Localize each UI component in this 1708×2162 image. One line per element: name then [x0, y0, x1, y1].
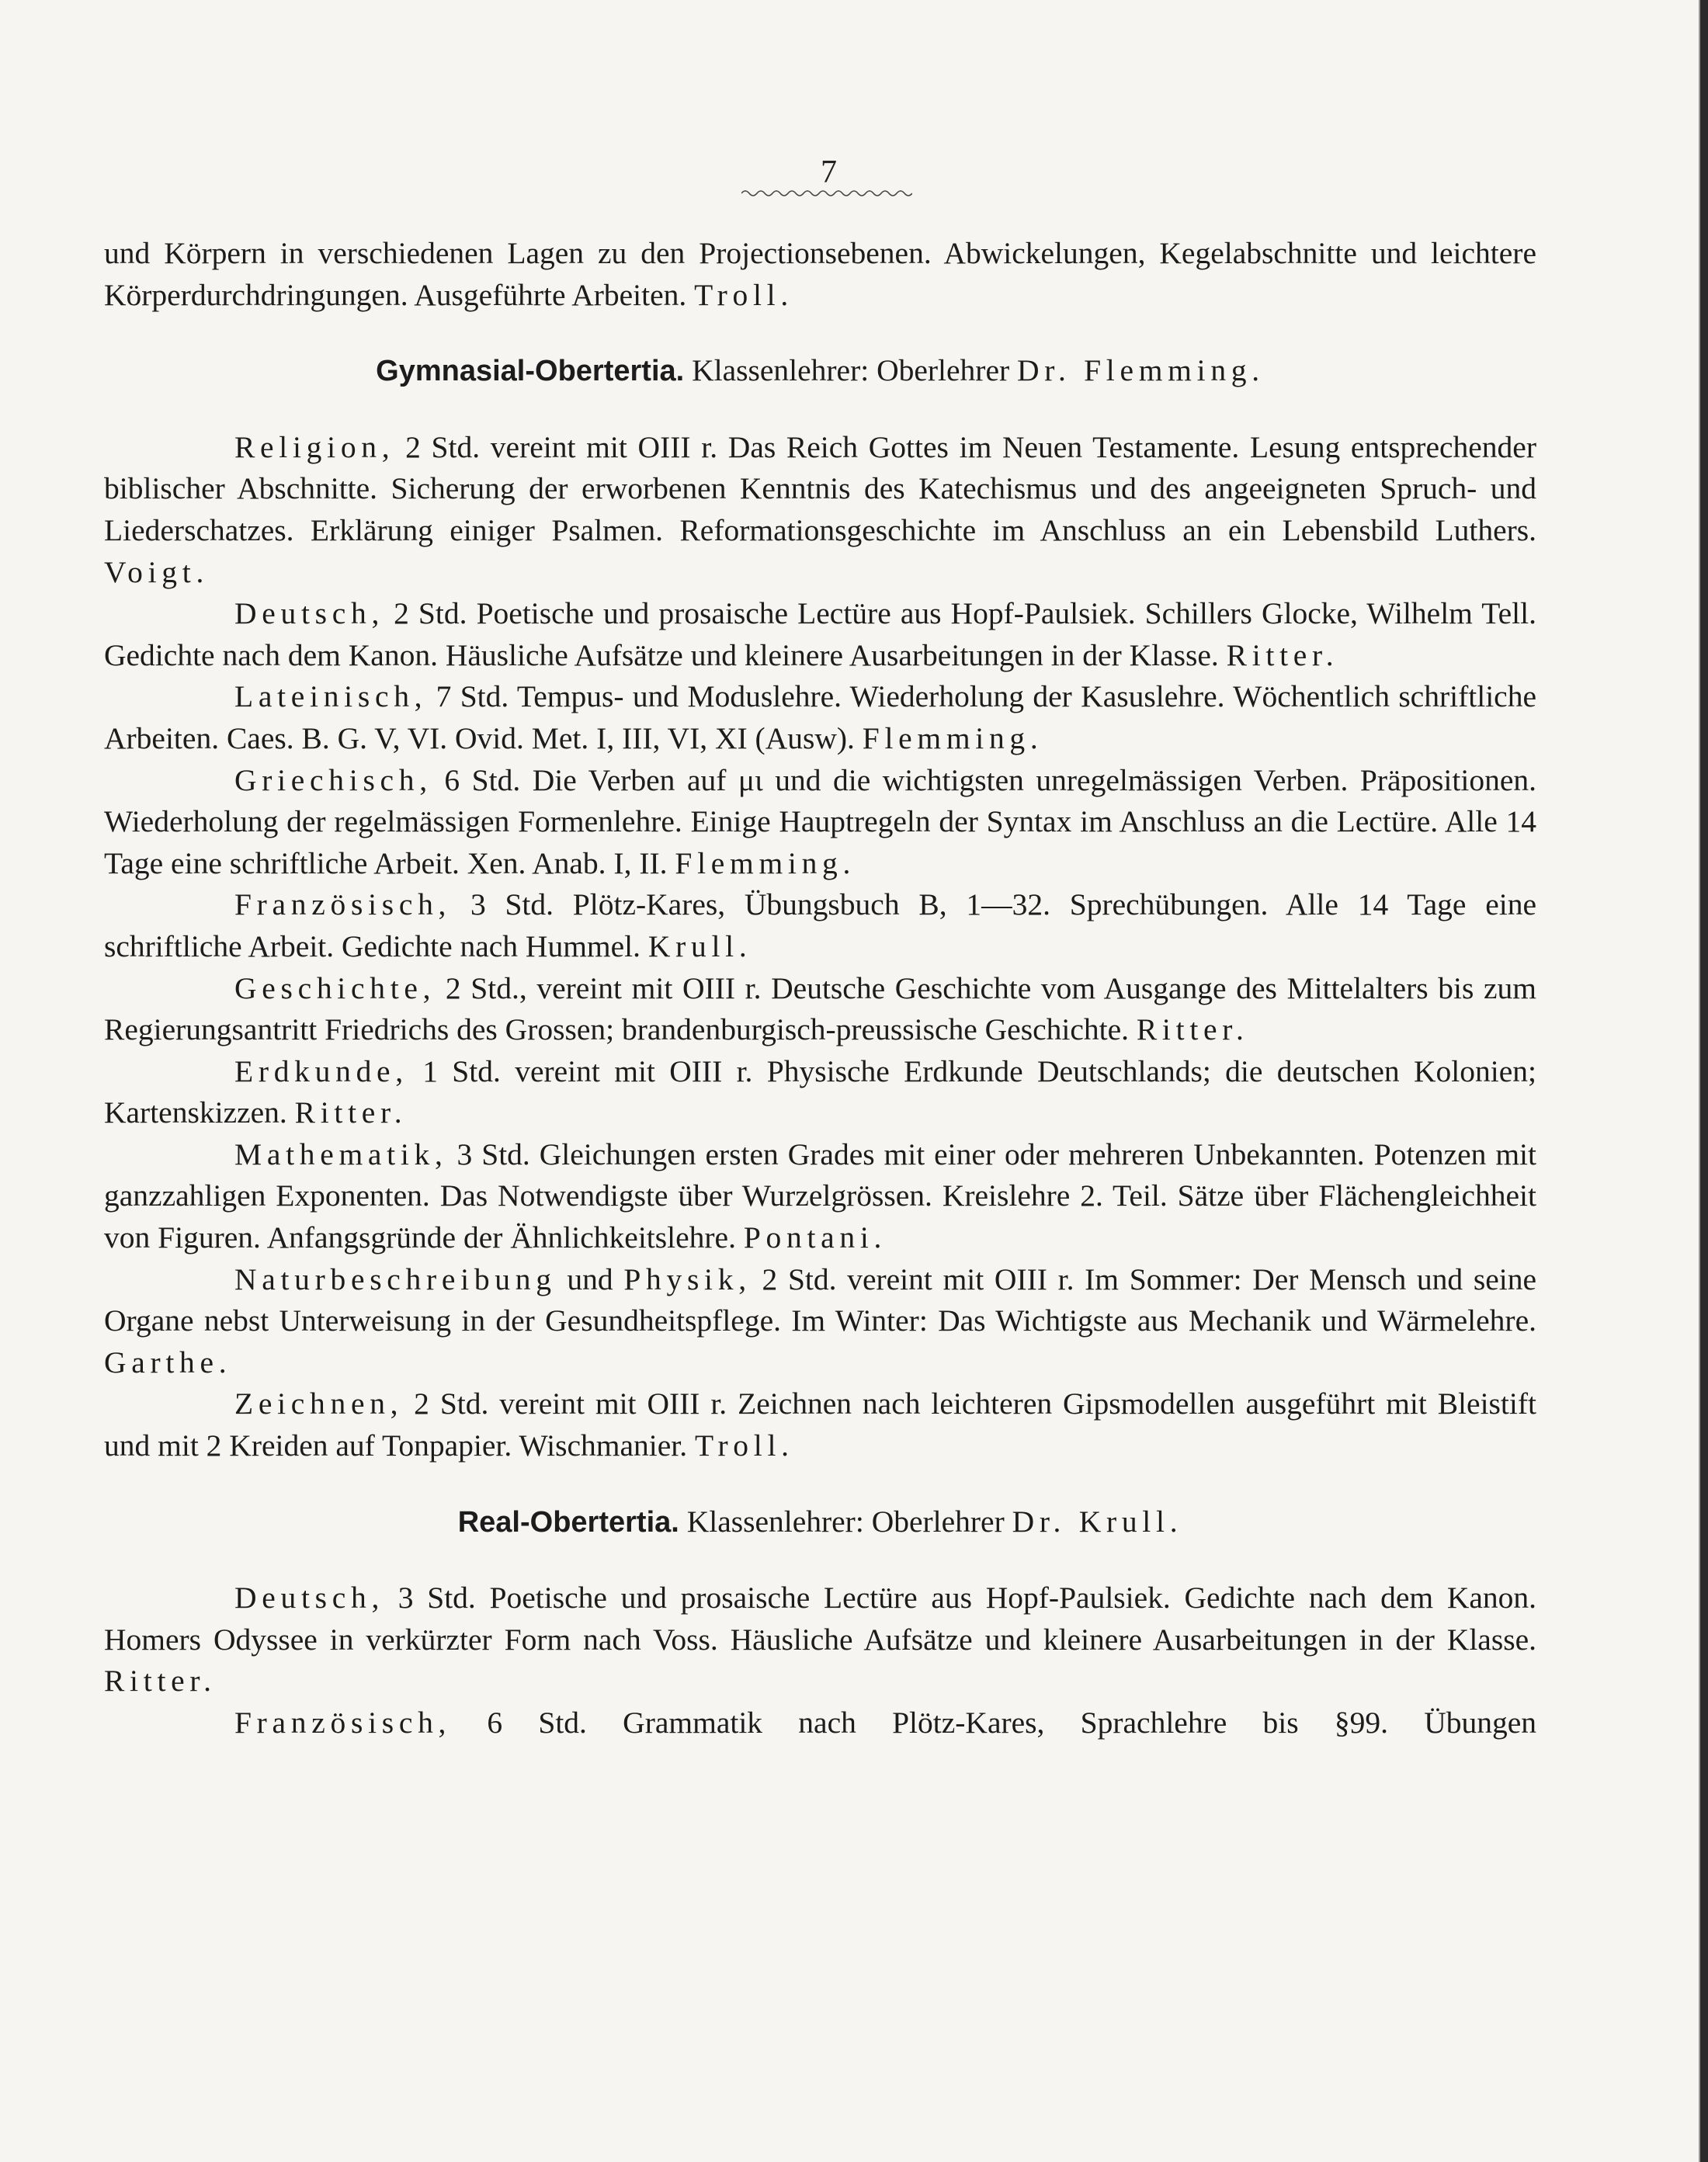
subject-geschichte: Geschichte, 2 Std., vereint mit OIII r. Deutsche Geschichte vom Ausgange des Mittelalters bis zum Regierungsantritt Friedrichs des Grossen; brandenburgisch-preussische Geschichte. Ritter.	[104, 970, 1536, 1047]
subject-zeichnen: Zeichnen, 2 Std. vereint mit OIII r. Zeichnen nach leichteren Gipsmodellen ausgeführt mit Bleistift und mit 2 Kreiden auf Tonpapier. Wischmanier. Troll.	[104, 1386, 1536, 1463]
subject-lateinisch: Lateinisch, 7 Std. Tempus- und Moduslehre. Wiederholung der Kasuslehre. Wöchentlich schriftliche Arbeiten. Caes. B. G. V, VI. Ovid. Met. I, III, VI, XI (Ausw). Flemming.	[104, 679, 1536, 755]
section-heading-gymnasial: Gymnasial-Obertertia. Klassenlehrer: Oberlehrer Dr. Flemming.	[376, 353, 1265, 388]
page-number: 7	[821, 154, 837, 190]
scan-edge	[1700, 0, 1708, 2162]
subject-franzoesisch: Französisch, 3 Std. Plötz-Kares, Übungsbuch B, 1—32. Sprechübungen. Alle 14 Tage eine schriftliche Arbeit. Gedichte nach Hummel. Krull.	[104, 887, 1537, 963]
subject-griechisch: Griechisch, 6 Std. Die Verben auf μι und die wichtigsten unregelmässigen Verben. Präpositionen. Wiederholung der regelmässigen Formenlehre. Einige Hauptregeln der Syntax im Anschluss an die Lectüre. Alle 14 Tage eine schriftliche Arbeit. Xen. Anab. I, II. Flemming.	[104, 762, 1537, 880]
page-number-ornament	[741, 188, 912, 199]
subject-real-franzoesisch: Französisch, 6 Std. Grammatik nach Plötz-Kares, Sprachlehre bis §99. Übungen	[234, 1706, 1536, 1740]
section-heading-real: Real-Obertertia. Klassenlehrer: Oberlehrer Dr. Krull.	[457, 1504, 1183, 1539]
teacher-name: Troll.	[694, 277, 793, 312]
subject-erdkunde: Erdkunde, 1 Std. vereint mit OIII r. Physische Erdkunde Deutschlands; die deutschen Kolonien; Kartenskizzen. Ritter.	[104, 1053, 1536, 1130]
subject-naturbeschreibung-physik: Naturbeschreibung und Physik, 2 Std. vereint mit OIII r. Im Sommer: Der Mensch und seine Organe nebst Unterweisung in der Gesundheitspflege. Im Winter: Das Wichtigste aus Mechanik und Wärmelehre. Garthe.	[104, 1261, 1537, 1379]
subject-deutsch: Deutsch, 2 Std. Poetische und prosaische Lectüre aus Hopf-Paulsiek. Schillers Glocke, Wilhelm Tell. Gedichte nach dem Kanon. Häusliche Aufsätze und kleinere Ausarbeitungen in der Klasse. Ritter.	[104, 596, 1536, 672]
subject-mathematik: Mathematik, 3 Std. Gleichungen ersten Grades mit einer oder mehreren Unbekannten. Potenzen mit ganzzahligen Exponenten. Das Notwendigste über Wurzelgrössen. Kreislehre 2. Teil. Sätze über Flächengleichheit von Figuren. Anfangsgründe der Ähnlichkeitslehre. Pontani.	[104, 1137, 1536, 1255]
subject-religion: Religion, 2 Std. vereint mit OIII r. Das Reich Gottes im Neuen Testamente. Lesung entsprechender biblischer Abschnitte. Sicherung der erworbenen Kenntnis des Katechismus und des angeeigneten Spruch- und Liederschatzes. Erklärung einiger Psalmen. Reformationsgeschichte im Anschluss an ein Lebensbild Luthers. Voigt.	[104, 429, 1536, 589]
page-body	[104, 233, 1536, 1744]
scan-edge-line	[1699, 0, 1700, 2162]
subject-real-deutsch: Deutsch, 3 Std. Poetische und prosaische Lectüre aus Hopf-Paulsiek. Gedichte nach dem Kanon. Homers Odyssee in verkürzter Form nach Voss. Häusliche Aufsätze und kleinere Ausarbeitungen in der Klasse. Ritter.	[104, 1581, 1537, 1699]
intro-paragraph: und Körpern in verschiedenen Lagen zu den Projectionsebenen. Abwickelungen, Kegelabschnitte und leichtere Körperdurchdringungen. Ausgeführte Arbeiten. Troll.	[104, 236, 1536, 312]
